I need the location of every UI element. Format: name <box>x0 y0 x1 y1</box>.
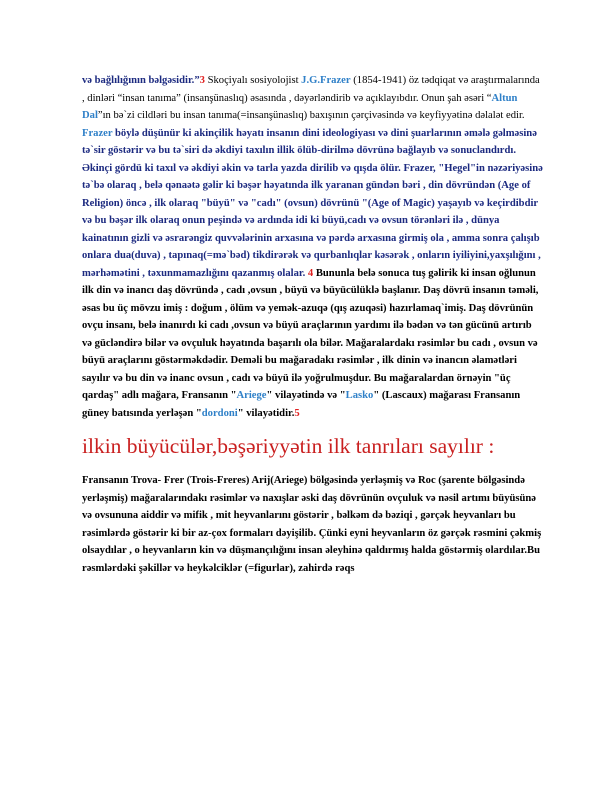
dordoni-link[interactable]: dordoni <box>201 407 238 419</box>
name-frazer-link[interactable]: J.G.Frazer <box>301 75 351 86</box>
section-heading: ilkin büyücülər,bəşəriyyətin ilk tanrıları sayılır : <box>82 434 495 458</box>
text-run: Skoçiyalı sosiyolojist <box>204 75 302 86</box>
text-run-bold: Bununla belə sonuca tuş gəlirik ki insan oğlunun ilk din və inancı daş dövründə , cadı ,ovsun , büyü və büyücülüklə başlanır. Daş dövrü insanın təməli, əsas bu üç mövzu imiş : doğum , ölüm və yemək-azuqə (qış azuqəsi) hazırlamaq`imiş. Daş dövrünün ovçu insanı, belə inanırdı ki cadı ,ovsun və büyü araçlarının yardımı ilə bədən və tən gücünü artırıb və gücləndirə bilər və ovçuluk həyatında başarılı ola bilər. Mağaralardakı rəsimlər bu cadı , ovsun və büyü araçlarını göstərməkdədir. Deməli bu mağaradakı rəsimlər , ilk dinin və inancın əlamətləri sayılır və bu din və inanc ovsun , cadı və büyü ilə yoğrulmuşdur. Bu mağaralardan örnəyin "üç qardaş" adlı mağara, Fransanın " <box>82 267 539 401</box>
text-run: ”ın bə`zi cildləri bu insan tanıma(=insanşünaslıq) baxışının çərçivəsində və keyfiyyətinə dəlalət edir. <box>97 110 525 121</box>
footnote-ref-3[interactable]: 3 <box>199 75 205 86</box>
text-run-bold: " vilayətidir. <box>237 407 295 419</box>
footnote-ref-4[interactable]: 4 <box>305 267 314 279</box>
frazer-link[interactable]: Frazer <box>82 127 113 139</box>
altun-dal-link[interactable]: Altun Dal <box>82 92 518 121</box>
paragraph-2: Fransanın Trova- Frer (Trois-Freres) Arij(Ariege) bölgəsində yerləşmiş və Roc (şarente bölgəsində yerləşmiş) mağaralarındakı rəsimlər və naxışlar əski daş dövrünün ovçuluk və nəsil artımı büyüsünə və ovsununa aiddir və mifik , mit heyvanlarını göstərir , bəlkəm də bəziqi , gərçək heyvanları bu rəsimlərdə göstərir ki bir az-çox formaları dəyişilib. Çünki eyni heyvanların öz gərçək rəsmini çəkmiş olsaydılar , o heyvanların kin və düşmançılığını insan əleyhinə qaldırmış halda göstərmiş olardılar.Bu rəsmlərdəki şəkillər və heykəlciklər (=figurlar), zahirdə rəqs <box>82 475 542 574</box>
text-run: (1854-1941) öz tədqiqat və araştırmalarında , dinləri “insan tanıma” (insanşünaslıq) əsasında , dəyərləndirib və açıklayıbdır. Onun şah əsəri “ <box>82 75 540 104</box>
quote-end: və bağlılığının bəlgəsidir.” <box>82 75 200 86</box>
document-page <box>82 72 544 577</box>
text-run-bold: " vilayətində və " <box>266 390 346 401</box>
footnote-ref-5[interactable]: 5 <box>294 407 300 419</box>
ariege-link[interactable]: Ariege <box>236 390 267 401</box>
text-run-bold: böylə düşünür ki akinçilik həyatı insanın dini ideologiyası və dini şuarlarının əmələ gəlməsinə tə`sir göstərir və bu tə`siri də əkdiyi taxılın illik ölüb-dirilmə dövrünə bağlayıb və sonuclandırdı. Əkinçi gördü ki taxıl və əkdiyi əkin və tarla yazda dirilib və qışda ölür. Frazer, "Hegel"in nəzəriyəsinə tə`bə olaraq , belə qənaətə gəlir ki bəşər həyatında ilk yaranan gündən bəri , din dövründən (Age of Religion) öncə , ilk olaraq "büyü" və "cadı" (ovsun) dövrünü "(Age of Magic) yaşayıb və keçirdibdir və bu bəşər ilk olaraq onun peşində və ardında idi ki büyü,cadı və ovsun törənləri ilə , dünya kainatının gizli və əsrarəngiz quvvələrinin arxasına və pərdə arxasına girmiş ola , amma sonra çalışıb onlara dua(duva) , tapınaq(=mə`bəd) tikdirərək və qurbanlıqlar kəsərək , onların iyiliyini,yaxşılığını , mərhəmətini , təxunmamazlığını qazanmış olalar. <box>82 127 543 279</box>
lasko-link[interactable]: Lasko <box>345 390 374 401</box>
text-run-bold: " (Lascaux) mağarası Fransanın güney batısında yerləşən " <box>82 390 521 419</box>
paragraph-1 <box>82 72 544 422</box>
